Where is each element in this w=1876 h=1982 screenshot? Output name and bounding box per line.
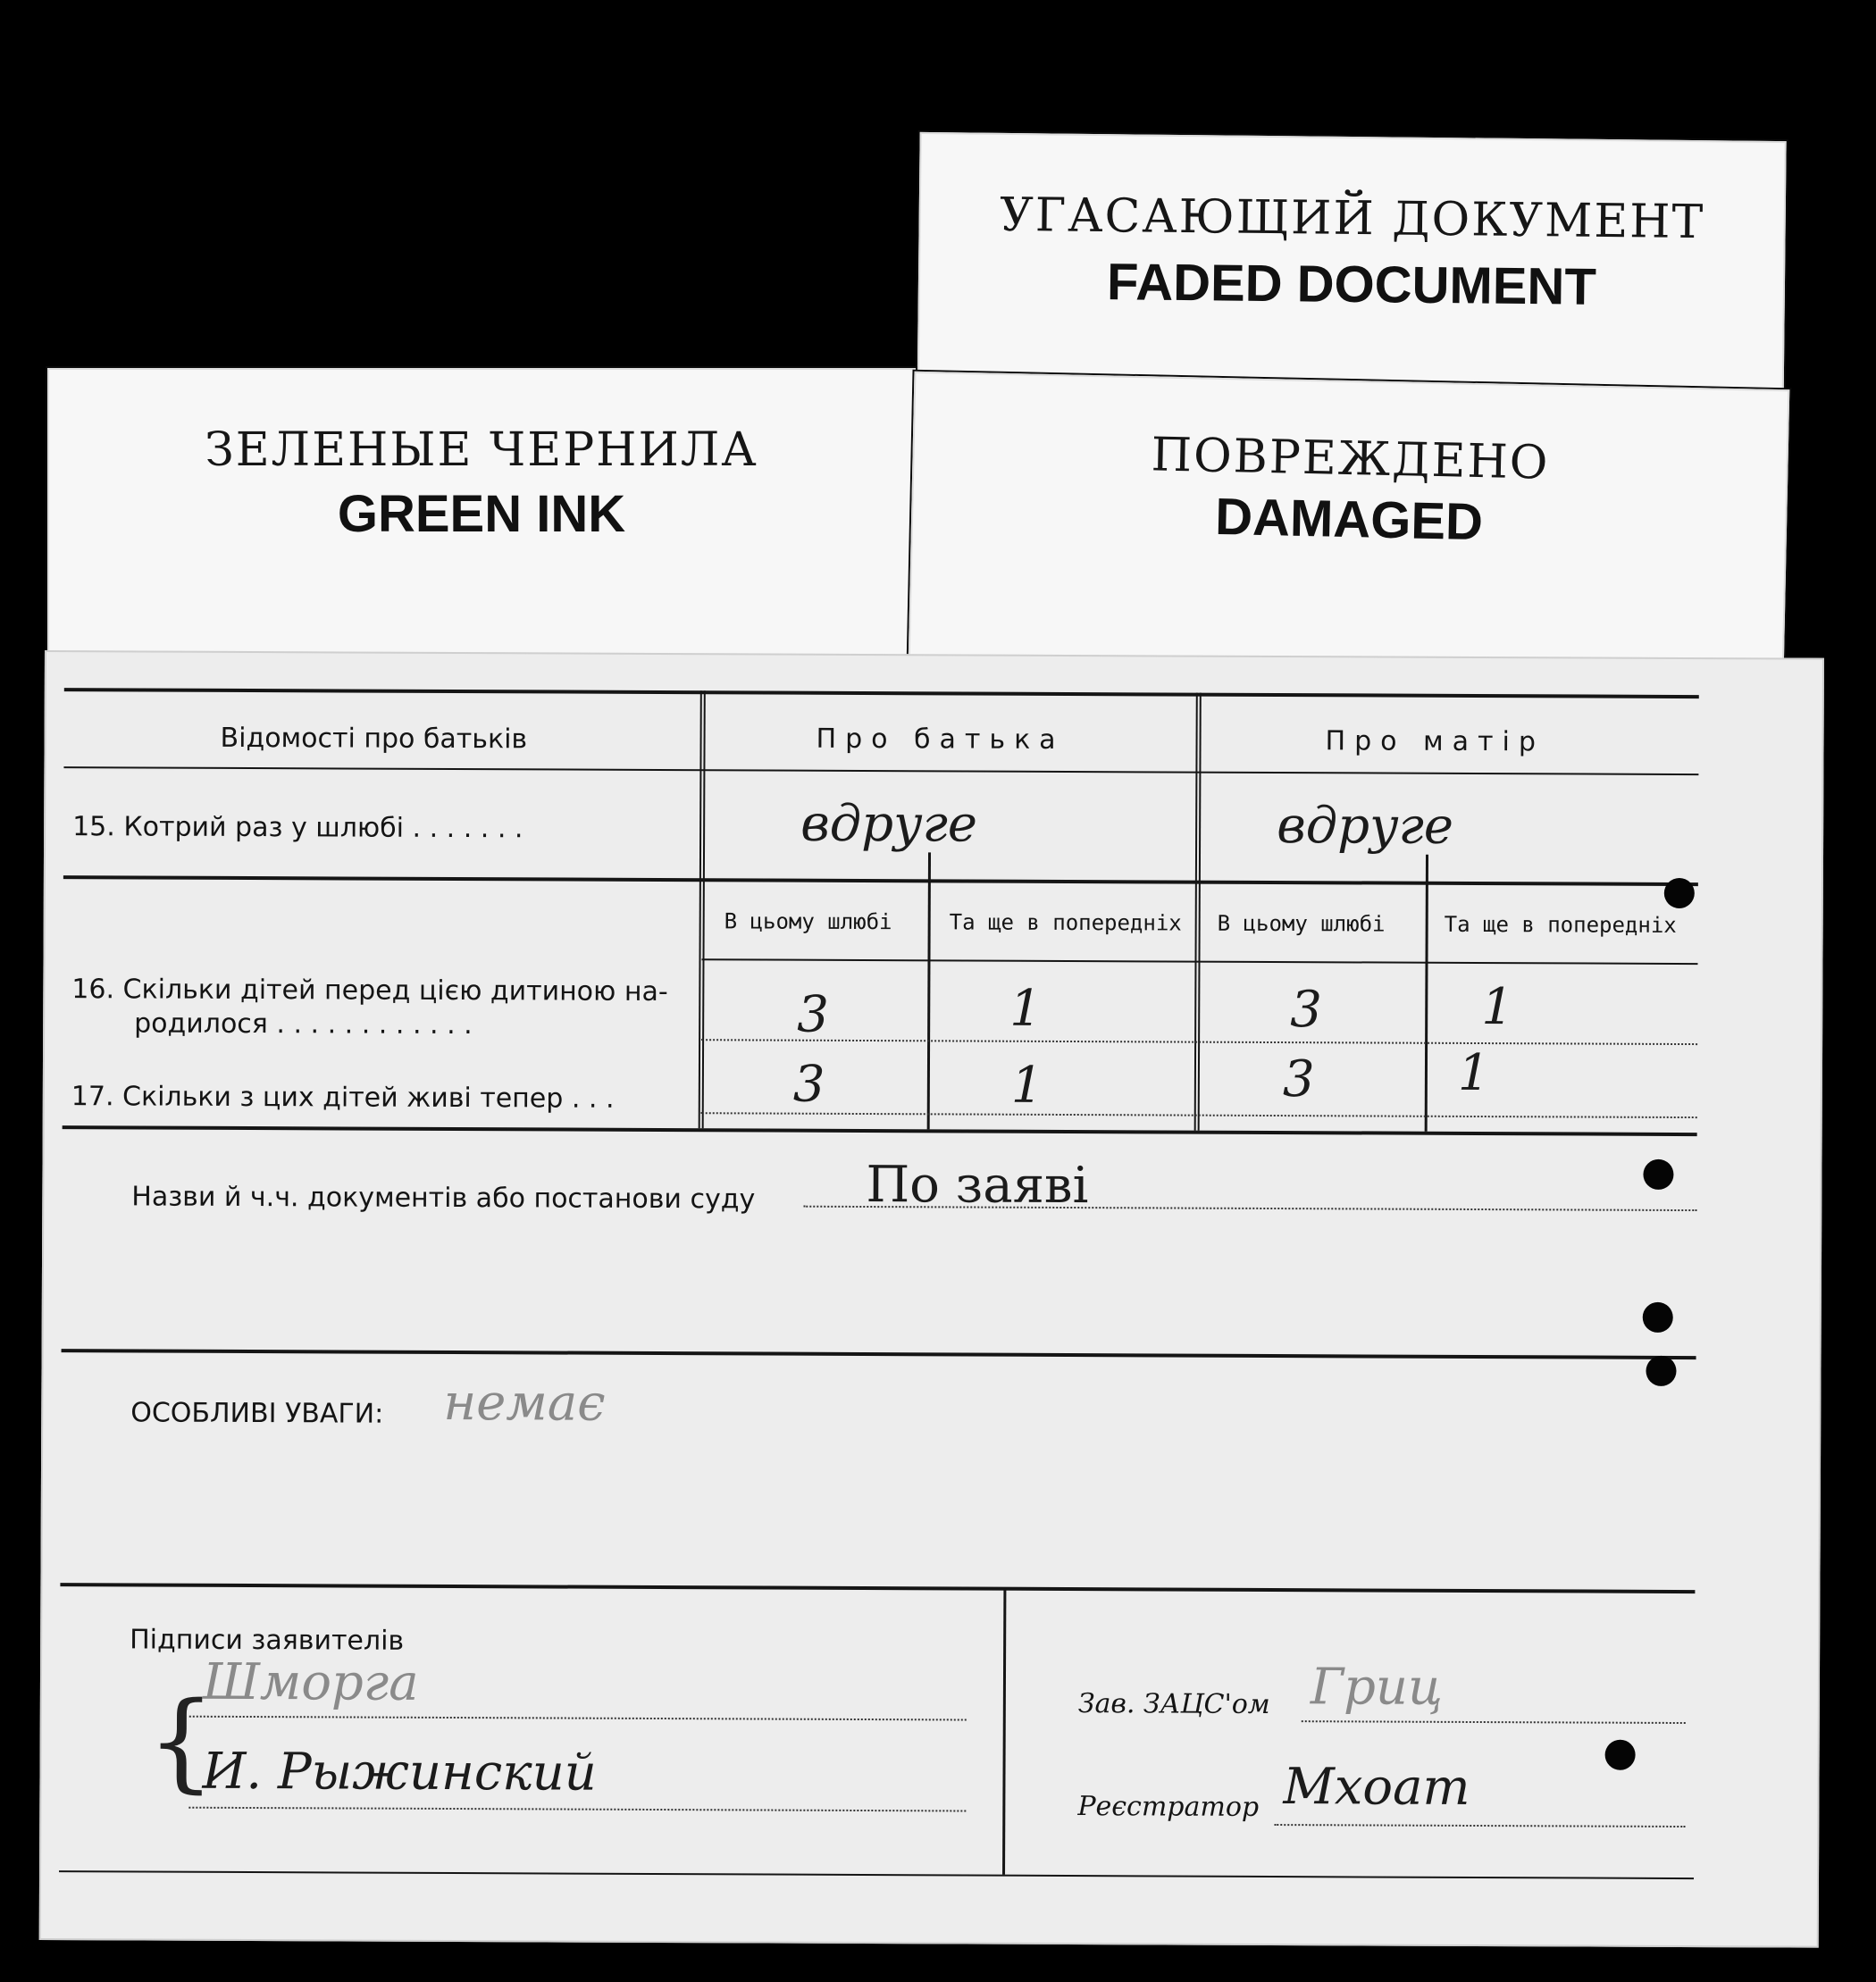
punch-hole — [1643, 1302, 1673, 1333]
green-label-en: GREEN INK — [337, 485, 626, 543]
green-label-ru: ЗЕЛЕНЫЕ ЧЕРНИЛА — [205, 423, 758, 477]
subheader-father-previous: Та ще в попередніх — [949, 909, 1182, 936]
subheader-mother-this: В цьому шлюбі — [1217, 910, 1386, 937]
row16-mother-previous: 1 — [1481, 978, 1514, 1037]
punch-hole — [1605, 1740, 1636, 1770]
documents-bottom-rule — [62, 1349, 1696, 1359]
green-ink-label — [47, 368, 916, 684]
row17-father-this: 3 — [792, 1055, 825, 1114]
row15-rule — [63, 875, 1698, 886]
remarks-bottom-rule — [60, 1583, 1695, 1593]
signatures-divider — [1002, 1589, 1006, 1875]
registrar-dotted-rule — [1274, 1824, 1685, 1827]
top-rule — [64, 688, 1699, 698]
row16-label-line2: родилося . . . . . . . . . . . . — [134, 1008, 473, 1041]
table-bottom-rule — [63, 1125, 1697, 1136]
row17-father-previous: 1 — [1010, 1056, 1043, 1115]
applicant1-signature: Шморга — [202, 1652, 419, 1712]
row15-mother-value: вдруге — [1277, 797, 1454, 856]
row16-father-this: 3 — [797, 985, 830, 1044]
applicant1-dotted-rule — [189, 1716, 967, 1721]
head-label: Зав. ЗАЦС'ом — [1077, 1688, 1270, 1720]
damaged-label-ru: ПОВРЕЖДЕНО — [1151, 428, 1551, 490]
faded-label-en: FADED DOCUMENT — [1106, 253, 1597, 316]
row15-label: 15. Котрий раз у шлюбі . . . . . . . — [72, 811, 523, 845]
remarks-label: ОСОБЛИВІ УВАГИ: — [130, 1397, 384, 1430]
punch-hole — [1664, 878, 1695, 908]
registrar-signature: Мхоат — [1283, 1758, 1470, 1817]
header-about-mother: Про матір — [1325, 725, 1545, 758]
header-about-father: Про батька — [816, 723, 1065, 756]
row16-mother-this: 3 — [1290, 981, 1323, 1040]
applicants-brace: { — [147, 1679, 216, 1804]
row15-father-value: вдруге — [800, 794, 978, 854]
header-rule — [63, 766, 1698, 775]
head-signature: Гриц — [1310, 1658, 1444, 1717]
row16-label-line1: 16. Скільки дітей перед цією дитиною на- — [71, 974, 668, 1008]
row17-mother-previous: 1 — [1457, 1043, 1490, 1103]
documents-label: Назви й ч.ч. документів або постанови суду — [131, 1181, 756, 1216]
birth-record-form — [39, 650, 1824, 1948]
applicant2-dotted-rule — [188, 1807, 966, 1812]
applicants-label: Підписи заявителів — [130, 1624, 405, 1657]
col-divider-father-sub — [927, 852, 931, 1129]
faded-label-ru: УГАСАЮЩИЙ ДОКУМЕНТ — [999, 188, 1705, 250]
col-divider-2 — [1194, 693, 1202, 1131]
documents-value: По заяві — [866, 1156, 1089, 1216]
row17-mother-this: 3 — [1282, 1050, 1315, 1109]
registrar-label: Реєстратор — [1077, 1791, 1260, 1823]
damaged-label-en: DAMAGED — [1214, 487, 1484, 552]
col-divider-1 — [699, 690, 706, 1128]
head-dotted-rule — [1302, 1720, 1686, 1724]
punch-hole — [1643, 1159, 1673, 1190]
damaged-label — [909, 372, 1790, 679]
subheader-mother-previous: Та ще в попередніх — [1444, 911, 1677, 938]
row17-label: 17. Скільки з цих дітей живі тепер . . . — [71, 1081, 615, 1115]
subheader-father-this: В цьому шлюбі — [724, 908, 892, 935]
remarks-value: немає — [443, 1373, 606, 1433]
row16-father-previous: 1 — [1009, 979, 1043, 1038]
header-parents-info: Відомості про батьків — [220, 722, 528, 756]
form-bottom-rule — [59, 1870, 1694, 1879]
punch-hole — [1646, 1356, 1676, 1386]
applicant2-signature: И. Рыжинский — [202, 1742, 597, 1802]
col-divider-mother-sub — [1425, 855, 1428, 1132]
